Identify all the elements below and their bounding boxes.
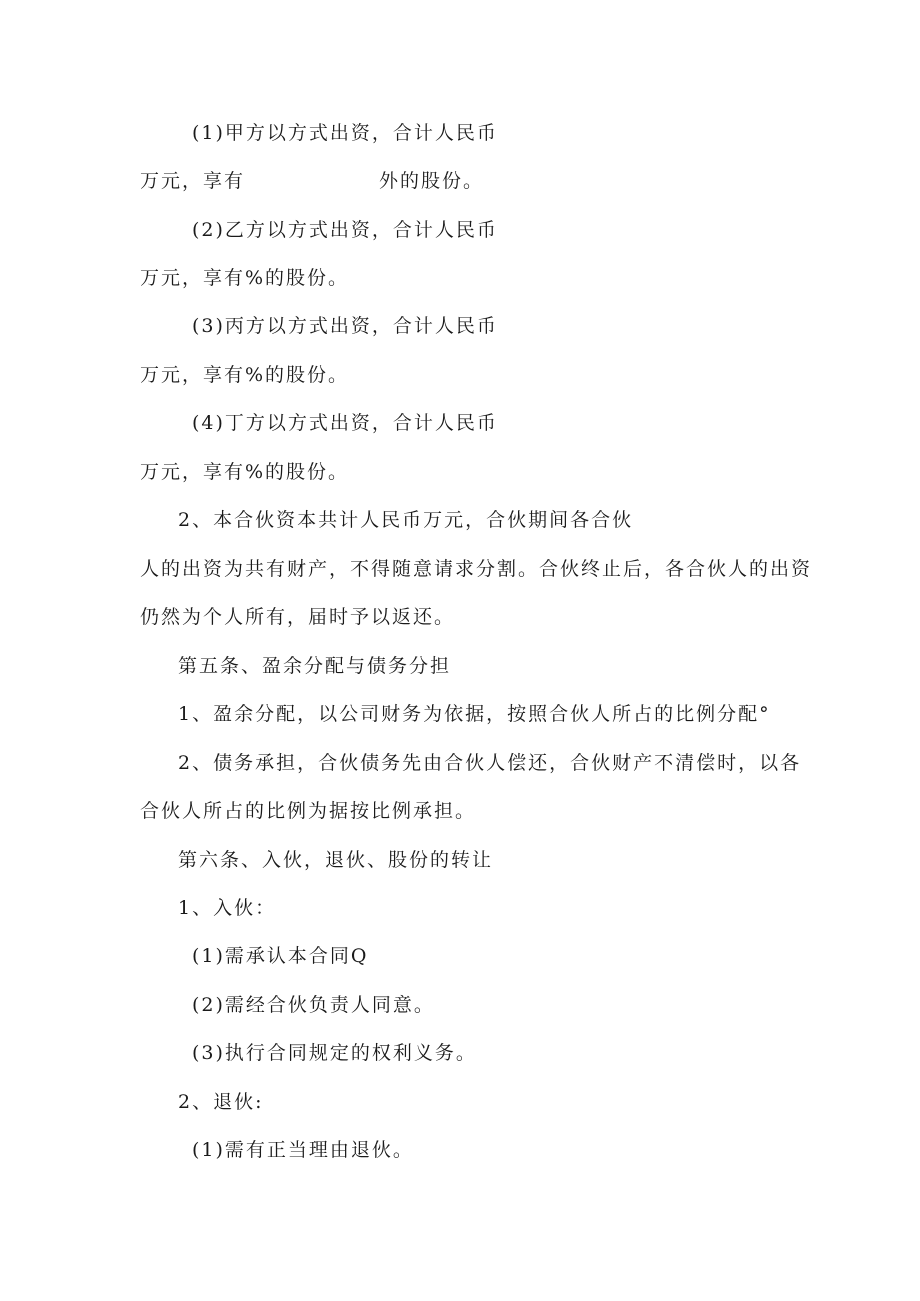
- paragraph-line: 合伙人所占的比例为据按比例承担。: [140, 800, 477, 822]
- section-heading: 第六条、入伙，退伙、股份的转让: [178, 849, 494, 871]
- paragraph-line: 万元，享有%的股份。: [140, 267, 350, 289]
- paragraph-line: [140, 169, 484, 193]
- list-item: (2)需经合伙负责人同意。: [192, 994, 435, 1016]
- paragraph-line: (2)乙方以方式出资，合计人民币: [192, 219, 498, 241]
- paragraph-line: (4)丁方以方式出资，合计人民币: [192, 412, 498, 434]
- text-segment: 外的股份。: [379, 170, 485, 192]
- paragraph-line: 仍然为个人所有，届时予以返还。: [140, 606, 456, 628]
- paragraph-line: 1、入伙：: [178, 897, 277, 919]
- paragraph-line: (3)丙方以方式出资，合计人民币: [192, 315, 498, 337]
- section-heading: 第五条、盈余分配与债务分担: [178, 655, 452, 677]
- paragraph-line: 万元，享有%的股份。: [140, 461, 350, 483]
- list-item: (1)需有正当理由退伙。: [192, 1139, 414, 1161]
- paragraph-line: 1、盈余分配，以公司财务为依据，按照合伙人所占的比例分配°: [178, 703, 771, 725]
- paragraph-line: 人的出资为共有财产，不得随意请求分割。合伙终止后，各合伙人的出资: [140, 558, 813, 580]
- paragraph-line: 2、本合伙资本共计人民币万元，合伙期间各合伙: [178, 509, 634, 531]
- list-item: (3)执行合同规定的权利义务。: [192, 1042, 477, 1064]
- paragraph-line: 万元，享有%的股份。: [140, 364, 350, 386]
- paragraph-line: 2、债务承担，合伙债务先由合伙人偿还，合伙财产不清偿时，以各: [178, 752, 802, 774]
- text-segment: 万元，享有: [140, 170, 246, 192]
- list-item: (1)需承认本合同Q: [192, 945, 369, 967]
- paragraph-line: (1)甲方以方式出资，合计人民币: [192, 122, 498, 144]
- paragraph-line: 2、退伙:: [178, 1091, 264, 1113]
